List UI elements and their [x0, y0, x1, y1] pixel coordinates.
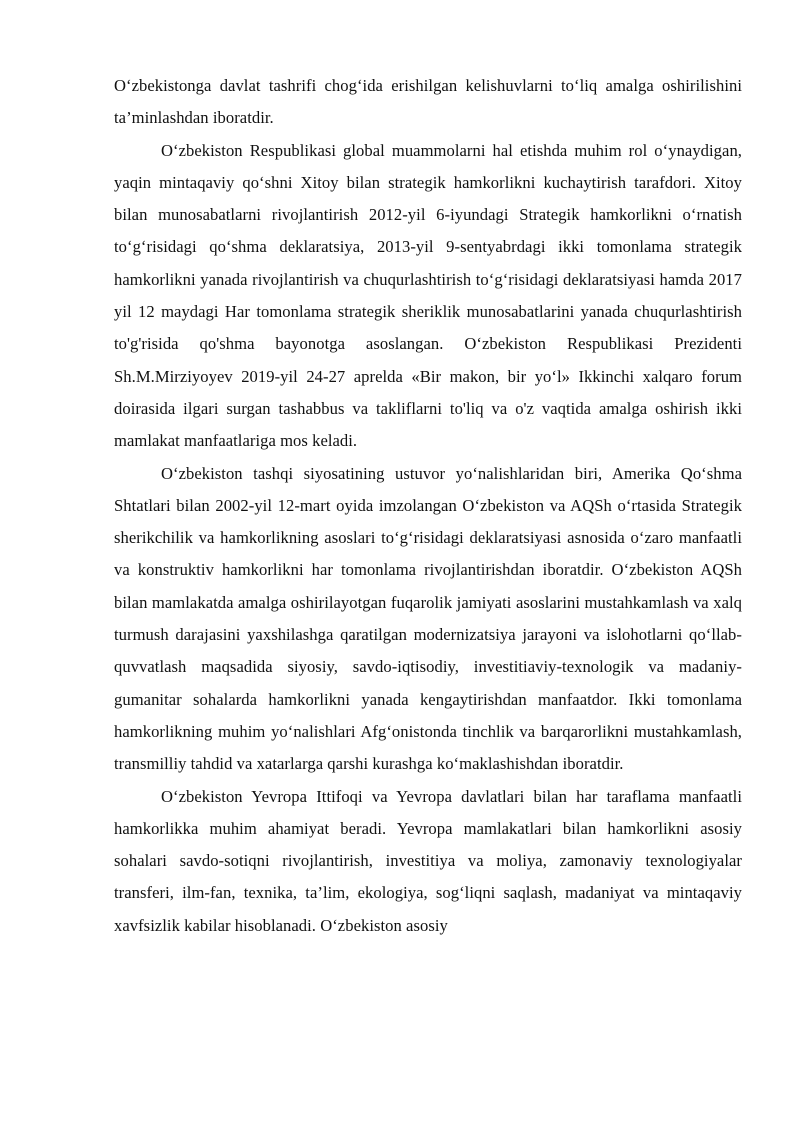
paragraph-4: O‘zbekiston Yevropa Ittifoqi va Yevropa davlatlari bilan har taraflama manfaatli hamkorlikka muhim ahamiyat beradi. Yevropa mamlakatlari bilan hamkorlikni asosiy sohalari savdo-sotiqni rivojlantirish, investitiya va moliya, zamonaviy texnologiyalar transferi, ilm-fan, texnika, ta’lim, ekologiya, sog‘liqni saqlash, madaniyat va mintaqaviy xavfsizlik kabilar hisoblanadi. O‘zbekiston asosiy [114, 786, 742, 935]
document-page [114, 70, 742, 942]
paragraph-3: O‘zbekiston tashqi siyosatining ustuvor yo‘nalishlaridan biri, Amerika Qo‘shma Shtatlari bilan 2002-yil 12-mart oyida imzolangan O‘zbekiston va AQSh o‘rtasida Strategik sherikchilik va hamkorlikning asoslari to‘g‘risidagi deklaratsiyasi asnosida o‘zaro manfaatli va konstruktiv hamkorlikni har tomonlama rivojlantirishdan iboratdir. O‘zbekiston AQSh bilan mamlakatda amalga oshirilayotgan fuqarolik jamiyati asoslarini mustahkamlash va xalq turmush darajasini yaxshilashga qaratilgan modernizatsiya jarayoni va islohotlarni qo‘llab-quvvatlash maqsadida siyosiy, savdo-iqtisodiy, investitiaviy-texnologik va madaniy-gumanitar sohalarda hamkorlikni yanada kengaytirishdan manfaatdor. Ikki tomonlama hamkorlikning muhim yo‘nalishlari Afg‘onistonda tinchlik va barqarorlikni mustahkamlash, transmilliy tahdid va xatarlarga qarshi kurashga ko‘maklashishdan iboratdir. [114, 463, 742, 774]
paragraph-1: O‘zbekistonga davlat tashrifi chog‘ida erishilgan kelishuvlarni to‘liq amalga oshirilishini ta’minlashdan iboratdir. [114, 76, 742, 128]
paragraph-2: O‘zbekiston Respublikasi global muammolarni hal etishda muhim rol o‘ynaydigan, yaqin mintaqaviy qo‘shni Xitoy bilan strategik hamkorlikni kuchaytirish tarafdori. Xitoy bilan munosabatlarni rivojlantirish 2012-yil 6-iyundagi Strategik hamkorlikni o‘rnatish to‘g‘risidagi qo‘shma deklaratsiya, 2013-yil 9-sentyabrdagi ikki tomonlama strategik hamkorlikni yanada rivojlantirish va chuqurlashtirish to‘g‘risidagi deklaratsiyasi hamda 2017 yil 12 maydagi Har tomonlama strategik sheriklik munosabatlarini yanada chuqurlashtirish to'g'risida qo'shma bayonotga asoslangan. O‘zbekiston Respublikasi Prezidenti Sh.M.Mirziyoyev 2019-yil 24-27 aprelda «Bir makon, bir yo‘l» Ikkinchi xalqaro forum doirasida ilgari surgan tashabbus va takliflarni to'liq va o'z vaqtida amalga oshirish ikki mamlakat manfaatlariga mos keladi. [114, 140, 742, 451]
